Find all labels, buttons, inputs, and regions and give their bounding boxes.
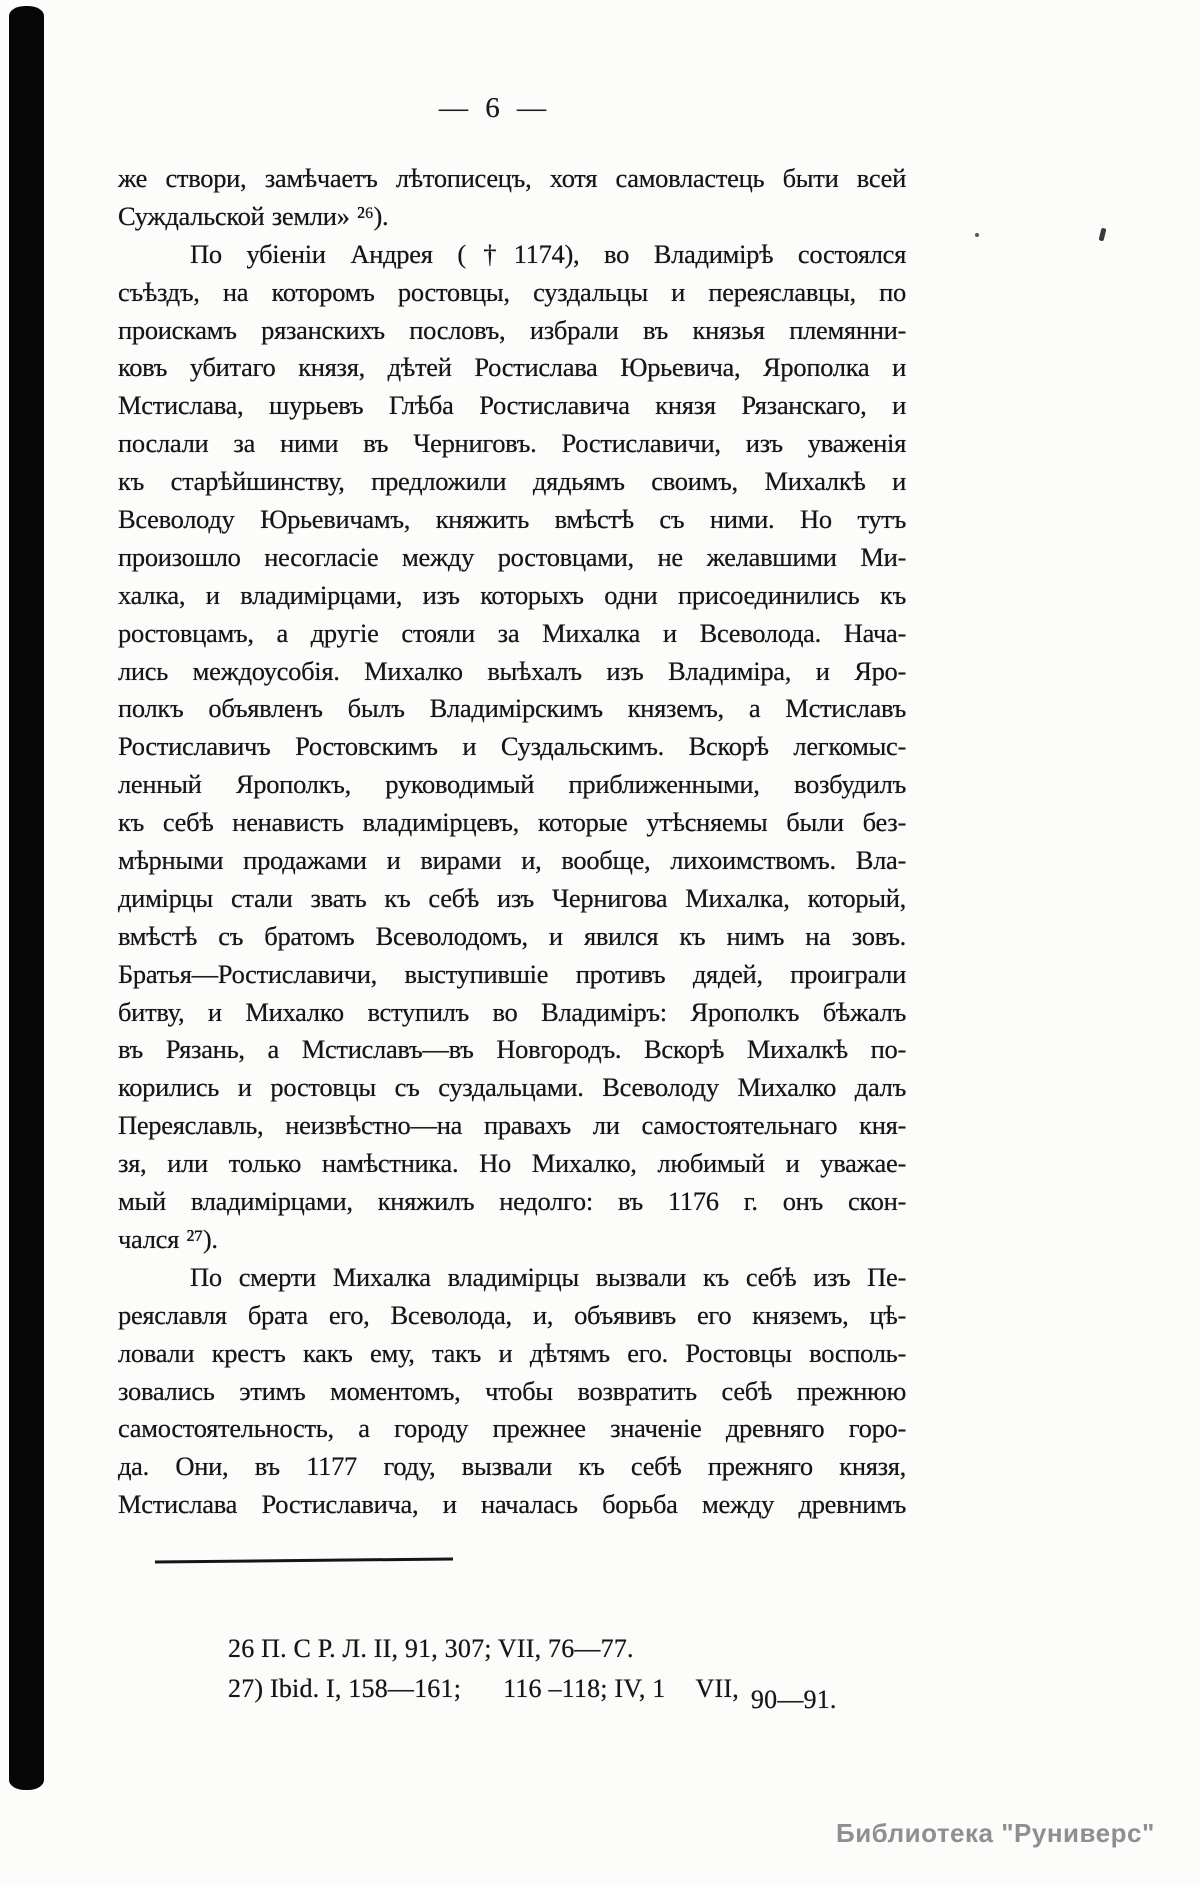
- text-line-p2-24: Переяславль, неизвѣстно—на правахъ ли самостоятельнаго кня-: [118, 1110, 906, 1141]
- text-line-p2-6: послали за ними въ Черниговъ. Ростиславичи, изъ уваженія: [118, 428, 906, 459]
- page-number: — 6 —: [439, 92, 551, 124]
- text-line-p3-5: самостоятельность, а городу прежнее значеніе древняго горо-: [118, 1413, 906, 1444]
- text-line-p2-13: полкъ объявленъ былъ Владимірскимъ княземъ, а Мстиславъ: [118, 693, 906, 724]
- text-line-p2-18: димірцы стали звать къ себѣ изъ Чернигова Михалка, который,: [118, 882, 906, 913]
- scan-edge-black-bar: [9, 6, 44, 1790]
- text-line-p2-19: вмѣстѣ съ братомъ Всеволодомъ, и явился къ нимъ на зовъ.: [118, 920, 906, 951]
- text-line-p3-1: По смерти Михалка владимірцы вызвали къ себѣ изъ Пе-: [190, 1261, 906, 1292]
- footnote-27-part-c: VII,: [695, 1674, 739, 1703]
- text-line-p2-2: съѣздъ, на которомъ ростовцы, суздальцы и переяславцы, по: [118, 276, 906, 307]
- text-line-p3-7: Мстислава Ростиславича, и началась борьба между древнимъ: [118, 1489, 906, 1520]
- text-line-p3-2: реяславля брата его, Всеволода, и, объявивъ его княземъ, цѣ-: [118, 1299, 906, 1330]
- footnote-27-part-b: 116 –118; IV, 1: [503, 1674, 666, 1703]
- text-line-p2-22: въ Рязань, а Мстиславъ—въ Новгородъ. Вскорѣ Михалкѣ по-: [118, 1034, 906, 1065]
- text-line-p2-14: Ростиславичъ Ростовскимъ и Суздальскимъ. Вскорѣ легкомыс-: [118, 731, 906, 762]
- text-line-p3-6: да. Они, въ 1177 году, вызвали къ себѣ прежняго князя,: [118, 1451, 906, 1482]
- text-line-p2-5: Мстислава, шурьевъ Глѣба Ростиславича князя Рязанскаго, и: [118, 390, 906, 421]
- text-line-p2-4: ковъ убитаго князя, дѣтей Ростислава Юрьевича, Ярополка и: [118, 352, 906, 383]
- text-line-p2-25: зя, или только намѣстника. Но Михалко, любимый и уважае-: [118, 1148, 906, 1179]
- text-line-p2-23: корились и ростовцы съ суздальцами. Всеволоду Михалко далъ: [118, 1072, 906, 1103]
- text-line-p2-20: Братья—Ростиславичи, выступившіе противъ дядей, проиграли: [118, 958, 906, 989]
- text-line-p2-16: къ себѣ ненависть владимірцевъ, которые утѣсняемы были без-: [118, 807, 906, 838]
- text-line-p2-3: проискамъ рязанскихъ пословъ, избрали въ князья племянни-: [118, 314, 906, 345]
- text-line-p3-4: зовались этимъ моментомъ, чтобы возвратить себѣ прежнюю: [118, 1375, 906, 1406]
- footnote-27-part-a: 27) Ibid. I, 158—161;: [228, 1674, 462, 1703]
- text-line-p2-10: халка, и владимірцами, изъ которыхъ одни присоединились къ: [118, 579, 906, 610]
- text-line-p2-15: ленный Ярополкъ, руководимый приближенными, возбудилъ: [118, 769, 906, 800]
- text-line-p2-9: произошло несогласіе между ростовцами, не желавшими Ми-: [118, 541, 906, 572]
- text-line-p3-3: ловали крестъ какъ ему, такъ и дѣтямъ его. Ростовцы восполь-: [118, 1337, 906, 1368]
- footnote-27-part-d: 90—91.: [750, 1685, 837, 1714]
- ink-speck: [1099, 228, 1107, 242]
- ink-speck: [975, 233, 979, 237]
- text-line-p2-1: По убіеніи Андрея (†1174), во Владимірѣ состоялся: [190, 238, 906, 269]
- footnote-separator-rule: [155, 1557, 453, 1563]
- text-line-p2-12: лись междоусобія. Михалко выѣхалъ изъ Владиміра, и Яро-: [118, 655, 906, 686]
- text-line-p2-7: къ старѣйшинству, предложили дядьямъ своимъ, Михалкѣ и: [118, 466, 906, 497]
- text-line-p1-1: же створи, замѣчаетъ лѣтописецъ, хотя самовластець быти всей: [118, 163, 906, 193]
- text-line-p2-26: мый владимірцами, княжилъ недолго: въ 1176 г. онъ скон-: [118, 1186, 906, 1217]
- footnote-26: 26 П. С Р. Л. II, 91, 307; VII, 76—77.: [228, 1634, 634, 1663]
- text-line-p1-2: Суждальской земли» ²⁶).: [118, 200, 389, 231]
- text-column: [118, 160, 906, 1524]
- footnote-27: [228, 1674, 837, 1714]
- text-line-p2-21: битву, и Михалко вступилъ во Владиміръ: Ярополкъ бѣжалъ: [118, 996, 906, 1027]
- text-line-p2-17: мѣрными продажами и вирами и, вообще, лихоимствомъ. Вла-: [118, 845, 906, 876]
- text-line-p2-8: Всеволоду Юрьевичамъ, княжить вмѣстѣ съ ними. Но тутъ: [118, 504, 906, 535]
- text-line-p2-11: ростовцамъ, а другіе стояли за Михалка и Всеволода. Нача-: [118, 617, 906, 648]
- text-line-p2-27: чался ²⁷).: [118, 1223, 218, 1254]
- library-watermark: Библиотека "Руниверс": [836, 1818, 1155, 1848]
